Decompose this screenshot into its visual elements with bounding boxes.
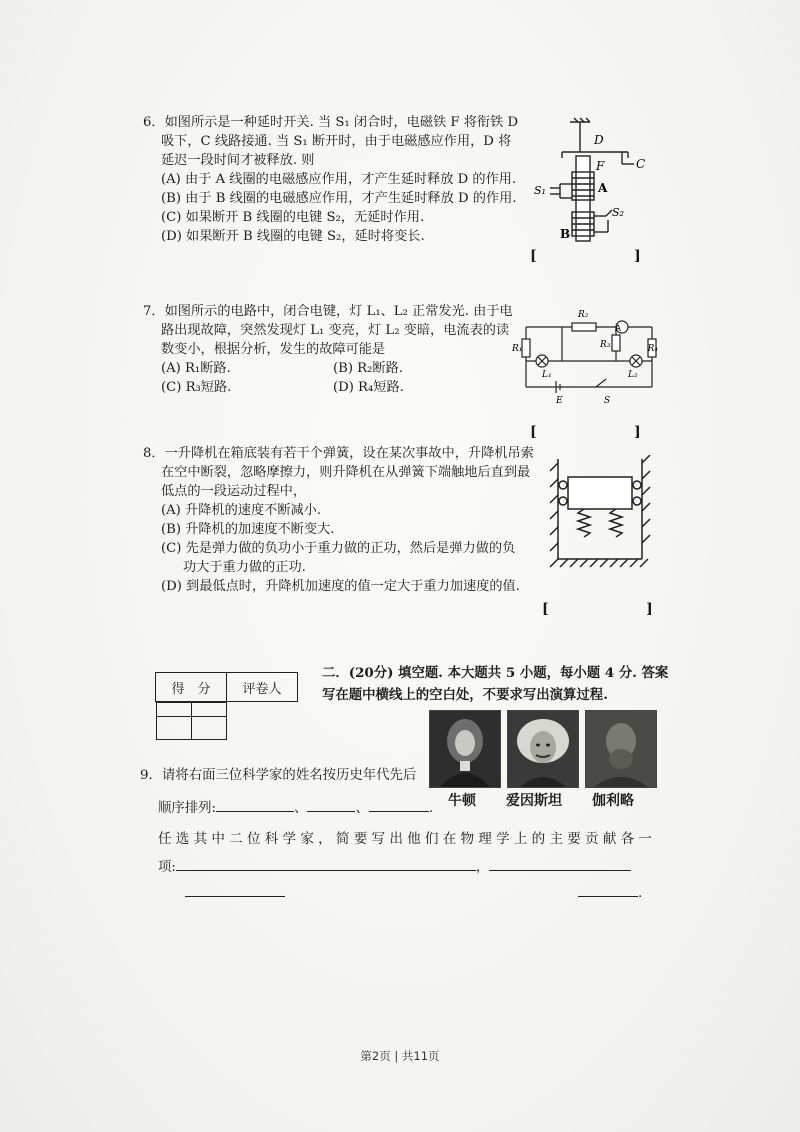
- fig-label-b: B: [560, 227, 571, 241]
- fig-label-c: C: [636, 157, 646, 171]
- fig-label-a: A: [598, 181, 608, 195]
- q6-option-d: (D) 如果断开 B 线圈的电键 S₂，延时将变长.: [161, 229, 425, 244]
- score-header: 得 分: [156, 673, 227, 702]
- q6-stem-line: 6．如图所示是一种延时开关. 当 S₁ 闭合时，电磁铁 F 将衔铁 D: [143, 115, 519, 130]
- q6-answer-bracket: [ ]: [530, 248, 641, 264]
- question-7: [143, 302, 513, 397]
- score-cell[interactable]: [156, 703, 191, 740]
- q8-option-b: (B) 升降机的加速度不断变大.: [161, 522, 335, 537]
- period: .: [638, 886, 643, 901]
- period: .: [428, 801, 434, 816]
- q8-option-d: (D) 到最低点时，升降机加速度的值一定大于重力加速度的值.: [161, 579, 520, 594]
- q8-stem-line: 低点的一段运动过程中，: [161, 484, 307, 499]
- q6-stem-line: 吸下，C 线路接通. 当 S₁ 断开时，由于电磁感应作用，D 将: [161, 134, 512, 149]
- scientist-name: 伽利略: [592, 793, 634, 809]
- fig-label-r4: R₄: [647, 344, 658, 354]
- q9-contribution-label: 项:: [158, 860, 176, 875]
- fig-label-r3: R₃: [600, 340, 611, 350]
- elevator-spring-diagram: [548, 455, 652, 575]
- q6-option-b: (B) 由于 B 线圈的电磁感应作用，才产生延时释放 D 的作用.: [161, 191, 517, 206]
- q6-option-a: (A) 由于 A 线圈的电磁感应作用，才产生延时释放 D 的作用.: [161, 172, 517, 187]
- einstein-portrait: [507, 710, 579, 788]
- contribution-blank-3[interactable]: [185, 882, 285, 897]
- separator: 、: [355, 801, 369, 816]
- score-table: [155, 672, 298, 721]
- q8-option-c: (C) 先是弹力做的负功小于重力做的正功，然后是弹力做的负: [161, 541, 516, 556]
- contribution-blank-4[interactable]: [578, 882, 638, 897]
- newton-portrait: [429, 710, 501, 788]
- q9-line3: 任选其中二位科学家，简要写出他们在物理学上的主要贡献各一: [158, 831, 657, 847]
- circuit-diagram: [512, 305, 660, 405]
- q7-stem-line: 路出现故障，突然发现灯 L₁ 变亮，灯 L₂ 变暗，电流表的读: [161, 323, 510, 338]
- q9-order-label: 顺序排列:: [158, 801, 217, 816]
- q9-contribution-row: [158, 856, 631, 877]
- fig-label-d: D: [594, 133, 604, 147]
- q8-answer-bracket: [ ]: [542, 601, 653, 617]
- delay-switch-diagram: [530, 112, 650, 247]
- grader-cell[interactable]: [191, 703, 226, 740]
- q9-line1: 9．请将右面三位科学家的姓名按历史年代先后: [140, 768, 417, 783]
- fig-label-l2: L₂: [628, 370, 638, 380]
- fig-label-e: E: [556, 396, 563, 405]
- q8-option-a: (A) 升降机的速度不断减小.: [161, 503, 322, 518]
- section-2-line: 二．(20分) 填空题. 本大题共 5 小题，每小题 4 分. 答案: [322, 665, 669, 681]
- scientist-name: 牛顿: [448, 793, 476, 809]
- q7-stem-line: 7．如图所示的电路中，闭合电键，灯 L₁、L₂ 正常发光. 由于电: [143, 304, 513, 319]
- scientist-name: 爱因斯坦: [506, 793, 562, 809]
- question-8: [143, 444, 534, 596]
- fig-label-ammeter: A: [614, 324, 622, 334]
- q6-option-c: (C) 如果断开 B 线圈的电键 S₂，无延时作用.: [161, 210, 425, 225]
- fig-label-l1: L₁: [542, 370, 552, 380]
- question-6: [143, 113, 518, 246]
- order-blank-1[interactable]: [216, 797, 294, 812]
- q8-stem-line: 在空中断裂，忽略摩擦力，则升降机在从弹簧下端触地后直到最: [161, 465, 531, 480]
- contribution-blank-1[interactable]: [176, 856, 476, 871]
- order-blank-2[interactable]: [307, 797, 355, 812]
- q7-option-d: (D) R₄短路.: [333, 380, 404, 395]
- contribution-blank-2[interactable]: [489, 856, 631, 871]
- grader-header: 评卷人: [227, 673, 298, 702]
- q7-answer-bracket: [ ]: [530, 424, 641, 440]
- q7-option-b: (B) R₂断路.: [333, 361, 403, 376]
- q8-stem-line: 8．一升降机在箱底装有若干个弹簧，设在某次事故中，升降机吊索: [143, 446, 534, 461]
- q7-stem-line: 数变小，根据分析，发生的故障可能是: [161, 342, 386, 357]
- order-blank-3[interactable]: [369, 797, 429, 812]
- separator: 、: [294, 801, 308, 816]
- fig-label-r2: R₂: [578, 310, 589, 320]
- page-footer: 第2页 | 共11页: [360, 1049, 440, 1063]
- q6-stem-line: 延迟一段时间才被释放. 则: [161, 153, 315, 168]
- q8-option-c-cont: 功大于重力做的正功.: [183, 560, 306, 575]
- q7-option-c: (C) R₃短路.: [161, 380, 232, 395]
- q9-continuation-end: [578, 882, 642, 903]
- q9-order-row: [158, 797, 433, 818]
- galileo-portrait: [585, 710, 657, 788]
- fig-label-s1: S₁: [534, 184, 546, 197]
- fig-label-f: F: [596, 159, 605, 173]
- fig-label-r1: R₁: [512, 344, 523, 354]
- section-2-line: 写在题中横线上的空白处，不要求写出演算过程.: [322, 687, 608, 703]
- q7-option-a: (A) R₁断路.: [161, 361, 231, 376]
- comma: ，: [475, 860, 490, 875]
- fig-label-s: S: [604, 396, 611, 405]
- section-2-header: [322, 662, 668, 706]
- q9-continuation-row: [185, 882, 285, 903]
- fig-label-s2: S₂: [612, 206, 624, 219]
